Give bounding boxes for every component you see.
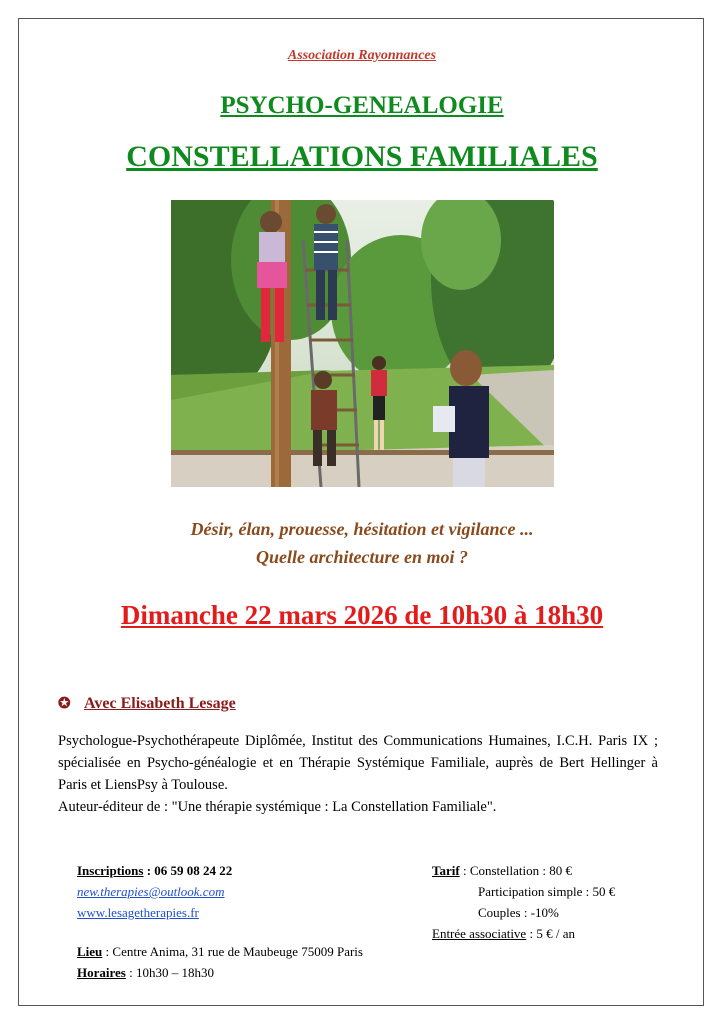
bio-text: Psychologue-Psychothérapeute Diplômée, Institut des Communications Humaines, I.C.H. Paris IX ; spécialisée en Psycho-généalogie et en Thérapie Systémique Familiale, auprès de Bert Hellinger à Paris et LiensPsy à Toulouse. [58, 733, 658, 793]
website-link[interactable]: www.lesagetherapies.fr [77, 905, 199, 920]
speaker-heading-label: Avec Elisabeth Lesage [84, 695, 236, 712]
star-bullet-icon: ✪ [58, 696, 71, 712]
venue-block [77, 941, 363, 983]
horaires-line [77, 962, 363, 983]
author-text: Auteur-éditeur de : "Une thérapie systémique : La Constellation Familiale". [58, 799, 497, 815]
email-link[interactable]: new.therapies@outlook.com [77, 884, 225, 899]
tagline-line-2: Quelle architecture en moi ? [256, 547, 468, 567]
tarif-label: Tarif [432, 863, 460, 878]
playground-photo [171, 200, 554, 487]
inscriptions-line [77, 860, 232, 881]
entree-line [432, 923, 615, 944]
lieu-line [77, 941, 363, 962]
pricing-block [432, 860, 615, 944]
phone-number: : 06 59 08 24 22 [143, 863, 233, 878]
lieu-label: Lieu [77, 944, 103, 959]
speaker-heading [58, 694, 236, 713]
couples-line: Couples : -10% [478, 905, 559, 920]
contact-block [77, 860, 232, 923]
lieu-value: : Centre Anima, 31 rue de Maubeuge 75009 Paris [102, 944, 363, 959]
association-name: Association Rayonnances [287, 48, 437, 63]
title-psycho-genealogie: PSYCHO-GENEALOGIE [220, 92, 504, 119]
tarif-line [432, 860, 615, 881]
horaires-value: : 10h30 – 18h30 [125, 965, 214, 980]
participation-line: Participation simple : 50 € [478, 884, 616, 899]
entree-label: Entrée associative [432, 926, 527, 941]
entree-value: : 5 € / an [526, 926, 575, 941]
event-date: Dimanche 22 mars 2026 de 10h30 à 18h30 [120, 600, 604, 630]
inscriptions-label: Inscriptions [77, 863, 144, 878]
title-constellations: CONSTELLATIONS FAMILIALES [126, 140, 598, 173]
speaker-bio [58, 730, 658, 818]
tarif-constellation: : Constellation : 80 € [459, 863, 573, 878]
horaires-label: Horaires [77, 965, 126, 980]
tagline-line-1: Désir, élan, prouesse, hésitation et vigilance ... [190, 519, 534, 539]
